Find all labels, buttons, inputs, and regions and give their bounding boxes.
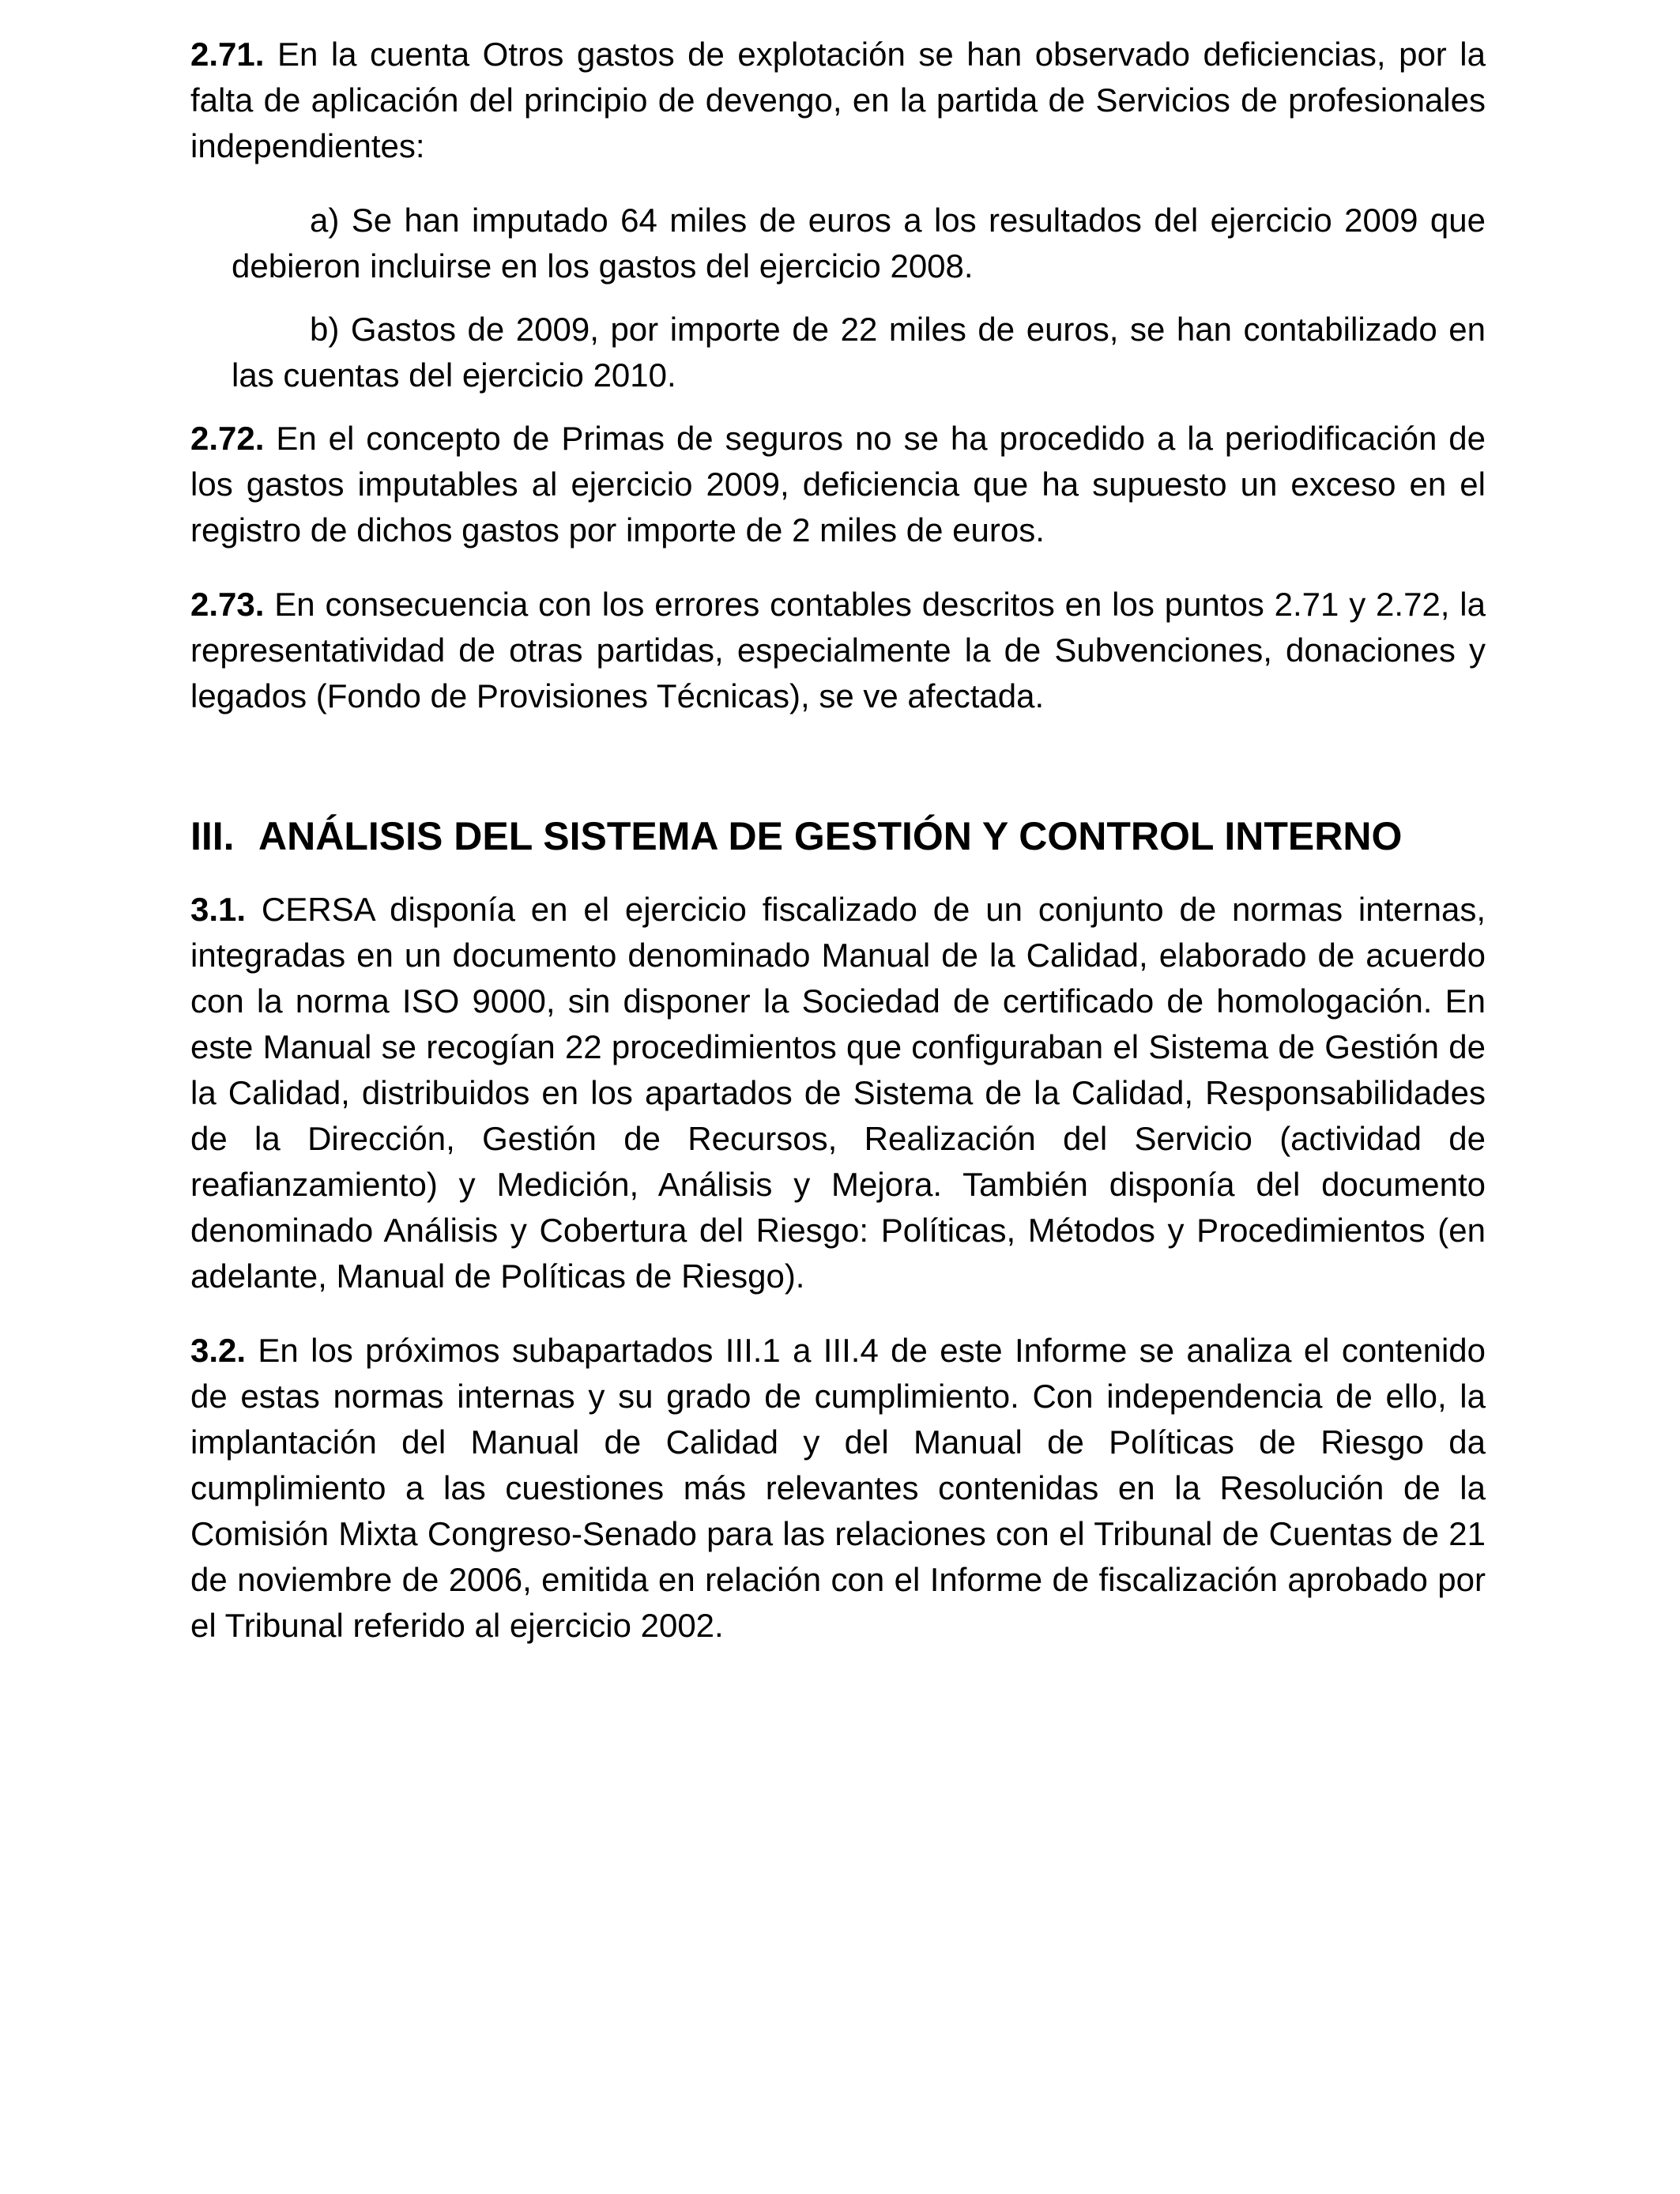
paragraph-number: 2.71. — [190, 36, 265, 73]
paragraph-number: 3.2. — [190, 1332, 247, 1369]
subparagraph-b — [232, 307, 1486, 398]
paragraph-2-73 — [190, 582, 1486, 719]
section-title: ANÁLISIS DEL SISTEMA DE GESTIÓN Y CONTROL INTERNO — [258, 814, 1403, 858]
paragraph-text: En consecuencia con los errores contables descritos en los puntos 2.71 y 2.72, la representatividad de otras partidas, especialmente la de Subvenciones, donaciones y legados (Fondo de Provisiones Técnicas), se ve afectada. — [190, 586, 1486, 714]
subparagraph-a — [232, 198, 1486, 289]
paragraph-text: En la cuenta Otros gastos de explotación se han observado deficiencias, por la falta de aplicación del principio de devengo, en la partida de Servicios de profesionales independientes: — [190, 36, 1486, 164]
paragraph-number: 2.72. — [190, 420, 265, 457]
paragraph-number: 2.73. — [190, 586, 265, 623]
paragraph-text: En el concepto de Primas de seguros no se ha procedido a la periodificación de los gastos imputables al ejercicio 2009, deficiencia que ha supuesto un exceso en el registro de dichos gastos por importe de 2 miles de euros. — [190, 420, 1486, 548]
paragraph-text: En los próximos subapartados III.1 a III.4 de este Informe se analiza el contenido de estas normas internas y su grado de cumplimiento. Con independencia de ello, la implantación del Manual de Calidad y del Manual de Políticas de Riesgo da cumplimiento a las cuestiones más relevantes contenidas en la Resolución de la Comisión Mixta Congreso-Senado para las relaciones con el Tribunal de Cuentas de 21 de noviembre de 2006, emitida en relación con el Informe de fiscalización aprobado por el Tribunal referido al ejercicio 2002. — [190, 1332, 1486, 1644]
paragraph-number: 3.1. — [190, 891, 247, 928]
paragraph-3-2 — [190, 1328, 1486, 1649]
paragraph-text: CERSA disponía en el ejercicio fiscalizado de un conjunto de normas internas, integradas en un documento denominado Manual de la Calidad, elaborado de acuerdo con la norma ISO 9000, sin disponer la Sociedad de certificado de homologación. En este Manual se recogían 22 procedimientos que configuraban el Sistema de Gestión de la Calidad, distribuidos en los apartados de Sistema de la Calidad, Responsabilidades de la Dirección, Gestión de Recursos, Realización del Servicio (actividad de reafianzamiento) y Medición, Análisis y Mejora. También disponía del documento denominado Análisis y Cobertura del Riesgo: Políticas, Métodos y Procedimientos (en adelante, Manual de Políticas de Riesgo). — [190, 891, 1486, 1295]
paragraph-2-71 — [190, 32, 1486, 169]
section-numeral: III. — [190, 814, 235, 858]
document-body — [190, 32, 1486, 1649]
subparagraph-text: b) Gastos de 2009, por importe de 22 miles de euros, se han contabilizado en las cuentas del ejercicio 2010. — [232, 311, 1486, 394]
paragraph-3-1 — [190, 887, 1486, 1299]
paragraph-2-72 — [190, 416, 1486, 553]
section-heading — [190, 811, 1486, 861]
subparagraph-text: a) Se han imputado 64 miles de euros a los resultados del ejercicio 2009 que debieron incluirse en los gastos del ejercicio 2008. — [232, 202, 1486, 285]
